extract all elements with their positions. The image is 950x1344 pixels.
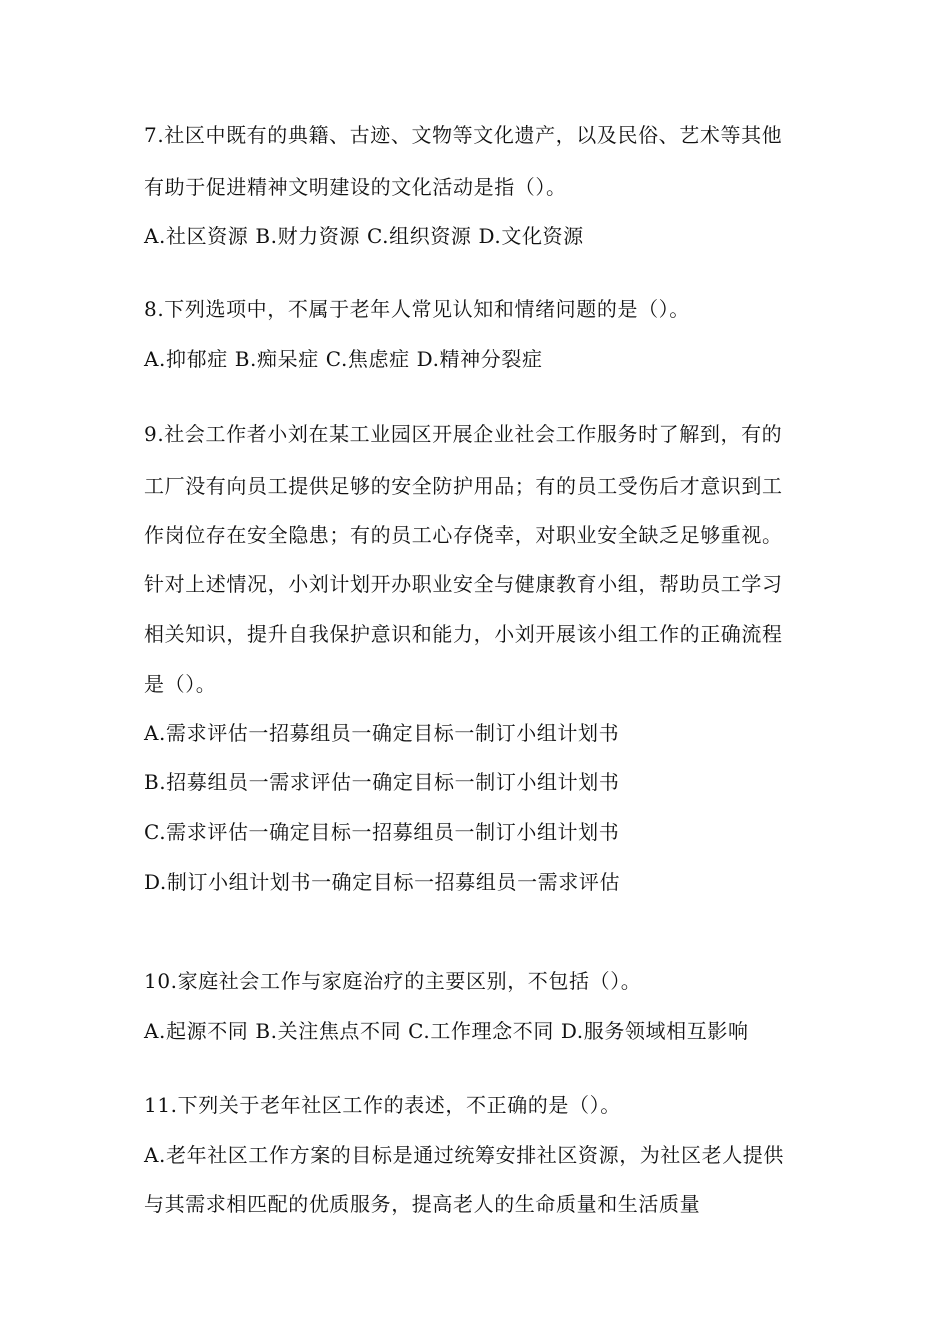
question-9-option-a: A.需求评估一招募组员一确定目标一制订小组计划书 <box>144 721 620 745</box>
question-8-stem: 8.下列选项中，不属于老年人常见认知和情绪问题的是（）。 <box>144 297 690 321</box>
question-11-option-a-line-2: 与其需求相匹配的优质服务，提高老人的生命质量和生活质量 <box>144 1192 701 1216</box>
question-9-stem-line-1: 9.社会工作者小刘在某工业园区开展企业社会工作服务时了解到，有的 <box>144 422 783 446</box>
question-7-stem-line-2: 有助于促进精神文明建设的文化活动是指（）。 <box>144 175 567 199</box>
question-10-options: A.起源不同 B.关注焦点不同 C.工作理念不同 D.服务领域相互影响 <box>144 1019 749 1043</box>
question-9-stem-line-3: 作岗位存在安全隐患；有的员工心存侥幸，对职业安全缺乏足够重视。 <box>144 523 783 547</box>
question-9-stem-line-4: 针对上述情况，小刘计划开办职业安全与健康教育小组，帮助员工学习 <box>144 572 783 596</box>
question-7-options: A.社区资源 B.财力资源 C.组织资源 D.文化资源 <box>144 224 584 248</box>
question-9-stem-line-5: 相关知识，提升自我保护意识和能力，小刘开展该小组工作的正确流程 <box>144 622 783 646</box>
question-9-option-d: D.制订小组计划书一确定目标一招募组员一需求评估 <box>144 870 621 894</box>
question-11-stem: 11.下列关于老年社区工作的表述，不正确的是（）。 <box>144 1093 621 1117</box>
question-9-stem-line-6: 是（）。 <box>144 672 217 696</box>
question-10-stem: 10.家庭社会工作与家庭治疗的主要区别，不包括（）。 <box>144 969 642 993</box>
question-9-option-c: C.需求评估一确定目标一招募组员一制订小组计划书 <box>144 820 620 844</box>
question-7-stem-line-1: 7.社区中既有的典籍、古迹、文物等文化遗产，以及民俗、艺术等其他 <box>144 123 783 147</box>
question-9-option-b: B.招募组员一需求评估一确定目标一制订小组计划书 <box>144 770 620 794</box>
question-9-stem-line-2: 工厂没有向员工提供足够的安全防护用品；有的员工受伤后才意识到工 <box>144 474 783 498</box>
question-8-options: A.抑郁症 B.痴呆症 C.焦虑症 D.精神分裂症 <box>144 347 543 371</box>
question-11-option-a-line-1: A.老年社区工作方案的目标是通过统筹安排社区资源，为社区老人提供 <box>144 1143 784 1167</box>
